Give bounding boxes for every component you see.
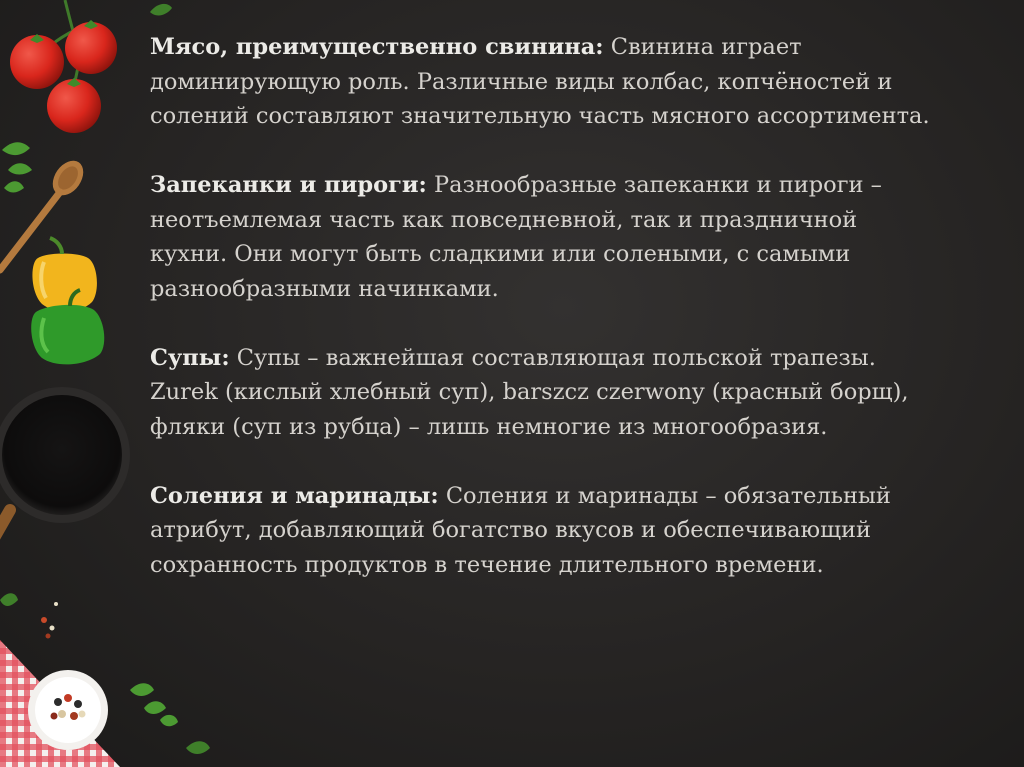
paragraph-soups <box>150 341 930 445</box>
paragraph-pickles <box>150 479 930 583</box>
paragraph-text: Разнообразные запеканки и пироги – неотъемлемая часть как повседневной, так и праздничной кухни. Они могут быть сладкими или солеными, с самыми разнообразными начинками. <box>150 172 882 302</box>
frying-pan-icon <box>0 387 130 545</box>
paragraph-heading: Супы: <box>150 344 230 371</box>
paragraph-text: Соления и маринады – обязательный атрибут, добавляющий богатство вкусов и обеспечивающий сохранность продуктов в течение длительного времени. <box>150 482 891 578</box>
paragraph-text: Супы – важнейшая составляющая польской трапезы. Zurek (кислый хлебный суп), barszcz czerwony (красный борщ), фляки (суп из рубца) – лишь немногие из многообразия. <box>150 344 909 440</box>
paragraph-meat <box>150 30 930 134</box>
paragraph-text: Свинина играет доминирующую роль. Различные виды колбас, копчёностей и солений составляют значительную часть мясного ассортимента. <box>150 34 930 129</box>
spice-bowl-icon <box>28 670 108 750</box>
spice-dots <box>41 602 58 639</box>
paragraph-heading: Мясо, преимущественно свинина: <box>150 34 604 60</box>
text-block <box>150 30 930 617</box>
bell-pepper-icon <box>31 238 104 364</box>
herb-leaf-icon <box>130 683 210 754</box>
paragraph-heading: Запеканки и пироги: <box>150 172 427 198</box>
tomato-icon <box>10 0 117 133</box>
paragraph-casseroles <box>150 168 930 306</box>
paragraph-heading: Соления и маринады: <box>150 482 439 509</box>
